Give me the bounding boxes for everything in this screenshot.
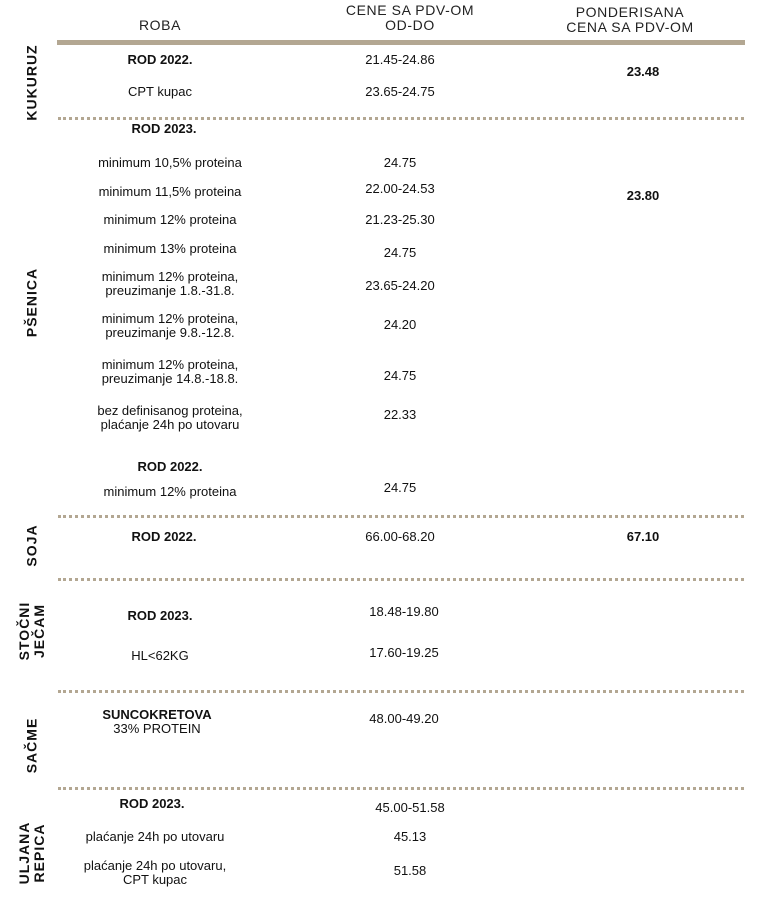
psenica-row-2-label: minimum 11,5% proteina <box>98 184 242 199</box>
psenica-row-8-price: 22.33 <box>383 407 417 422</box>
kukuruz-row-2-label: CPT kupac <box>127 84 193 99</box>
category-soja: SOJA <box>23 524 40 567</box>
repica-row-3-line2: CPT kupac <box>122 872 188 887</box>
psenica-row-5-price: 23.65-24.20 <box>365 278 435 293</box>
repica-row-1-label: ROD 2023. <box>119 796 185 811</box>
sacme-label <box>57 708 257 736</box>
header-cene-line2: OD-DO <box>385 17 435 33</box>
separator <box>58 578 744 581</box>
jecam-row-2-label: HL<62KG <box>131 648 189 663</box>
category-uljana-repica-line2: REPICA <box>31 823 47 883</box>
psenica-heading-2023: ROD 2023. <box>131 121 197 136</box>
psenica-row-1-label: minimum 10,5% proteina <box>98 155 242 170</box>
kukuruz-row-2-price: 23.65-24.75 <box>365 84 435 99</box>
category-stocni-jecam-line1: STOČNI <box>16 601 32 661</box>
jecam-row-1-price: 18.48-19.80 <box>369 604 439 619</box>
kukuruz-weighted: 23.48 <box>626 64 660 79</box>
psenica-2022-row-1-price: 24.75 <box>383 480 417 495</box>
psenica-row-6-price: 24.20 <box>383 317 417 332</box>
category-uljana-repica-line1: ULJANA <box>16 821 32 885</box>
category-uljana-repica <box>17 803 47 903</box>
psenica-row-6-line2: preuzimanje 9.8.-12.8. <box>105 325 235 340</box>
psenica-row-3-label: minimum 12% proteina <box>103 212 237 227</box>
repica-row-2-price: 45.13 <box>393 829 427 844</box>
header-pond-line2: CENA SA PDV-OM <box>566 19 694 35</box>
soja-row-1-label: ROD 2022. <box>131 529 197 544</box>
soja-row-1-price: 66.00-68.20 <box>365 529 435 544</box>
psenica-row-4-price: 24.75 <box>383 245 417 260</box>
header-divider <box>57 40 745 45</box>
header-cene <box>320 3 500 33</box>
psenica-row-8-label <box>70 404 270 432</box>
psenica-weighted: 23.80 <box>626 188 660 203</box>
psenica-row-7-price: 24.75 <box>383 368 417 383</box>
category-stocni-jecam <box>17 581 47 681</box>
psenica-row-1-price: 24.75 <box>383 155 417 170</box>
repica-row-1-price: 45.00-51.58 <box>375 800 445 815</box>
repica-row-3-line1: plaćanje 24h po utovaru, <box>83 858 227 873</box>
psenica-heading-2022: ROD 2022. <box>137 459 203 474</box>
psenica-row-6-line1: minimum 12% proteina, <box>101 311 239 326</box>
psenica-2022-row-1-label: minimum 12% proteina <box>103 484 237 499</box>
separator <box>58 515 744 518</box>
jecam-row-2-price: 17.60-19.25 <box>369 645 439 660</box>
psenica-row-7-label <box>70 358 270 386</box>
separator <box>58 787 744 790</box>
category-psenica: PŠENICA <box>23 267 40 338</box>
psenica-row-6-label <box>70 312 270 340</box>
jecam-row-1-label: ROD 2023. <box>127 608 193 623</box>
sacme-label-line2: 33% PROTEIN <box>113 721 201 736</box>
soja-weighted: 67.10 <box>626 529 660 544</box>
kukuruz-row-1-label: ROD 2022. <box>127 52 193 67</box>
psenica-row-7-line2: preuzimanje 14.8.-18.8. <box>101 371 239 386</box>
repica-row-2-label: plaćanje 24h po utovaru <box>85 829 225 844</box>
category-kukuruz: KUKURUZ <box>23 44 40 121</box>
header-cene-line1: CENE SA PDV-OM <box>345 2 475 18</box>
psenica-row-5-line1: minimum 12% proteina, <box>101 269 239 284</box>
psenica-row-2-price: 22.00-24.53 <box>365 181 435 196</box>
header-ponderisana <box>545 5 715 35</box>
psenica-row-3-price: 21.23-25.30 <box>365 212 435 227</box>
psenica-row-5-line2: preuzimanje 1.8.-31.8. <box>105 283 235 298</box>
sacme-price: 48.00-49.20 <box>369 711 439 726</box>
header-roba: ROBA <box>138 17 182 33</box>
category-sacme: SAČME <box>23 717 40 774</box>
psenica-row-8-line1: bez definisanog proteina, <box>97 403 243 418</box>
psenica-row-7-line1: minimum 12% proteina, <box>101 357 239 372</box>
separator <box>58 690 744 693</box>
sacme-label-line1: SUNCOKRETOVA <box>102 707 212 722</box>
kukuruz-row-1-price: 21.45-24.86 <box>365 52 435 67</box>
category-stocni-jecam-line2: JEČAM <box>31 604 47 659</box>
repica-row-3-label <box>55 859 255 887</box>
psenica-row-5-label <box>70 270 270 298</box>
header-pond-line1: PONDERISANA <box>575 4 685 20</box>
separator <box>58 117 744 120</box>
psenica-row-4-label: minimum 13% proteina <box>103 241 237 256</box>
psenica-row-8-line2: plaćanje 24h po utovaru <box>100 417 240 432</box>
repica-row-3-price: 51.58 <box>393 863 427 878</box>
